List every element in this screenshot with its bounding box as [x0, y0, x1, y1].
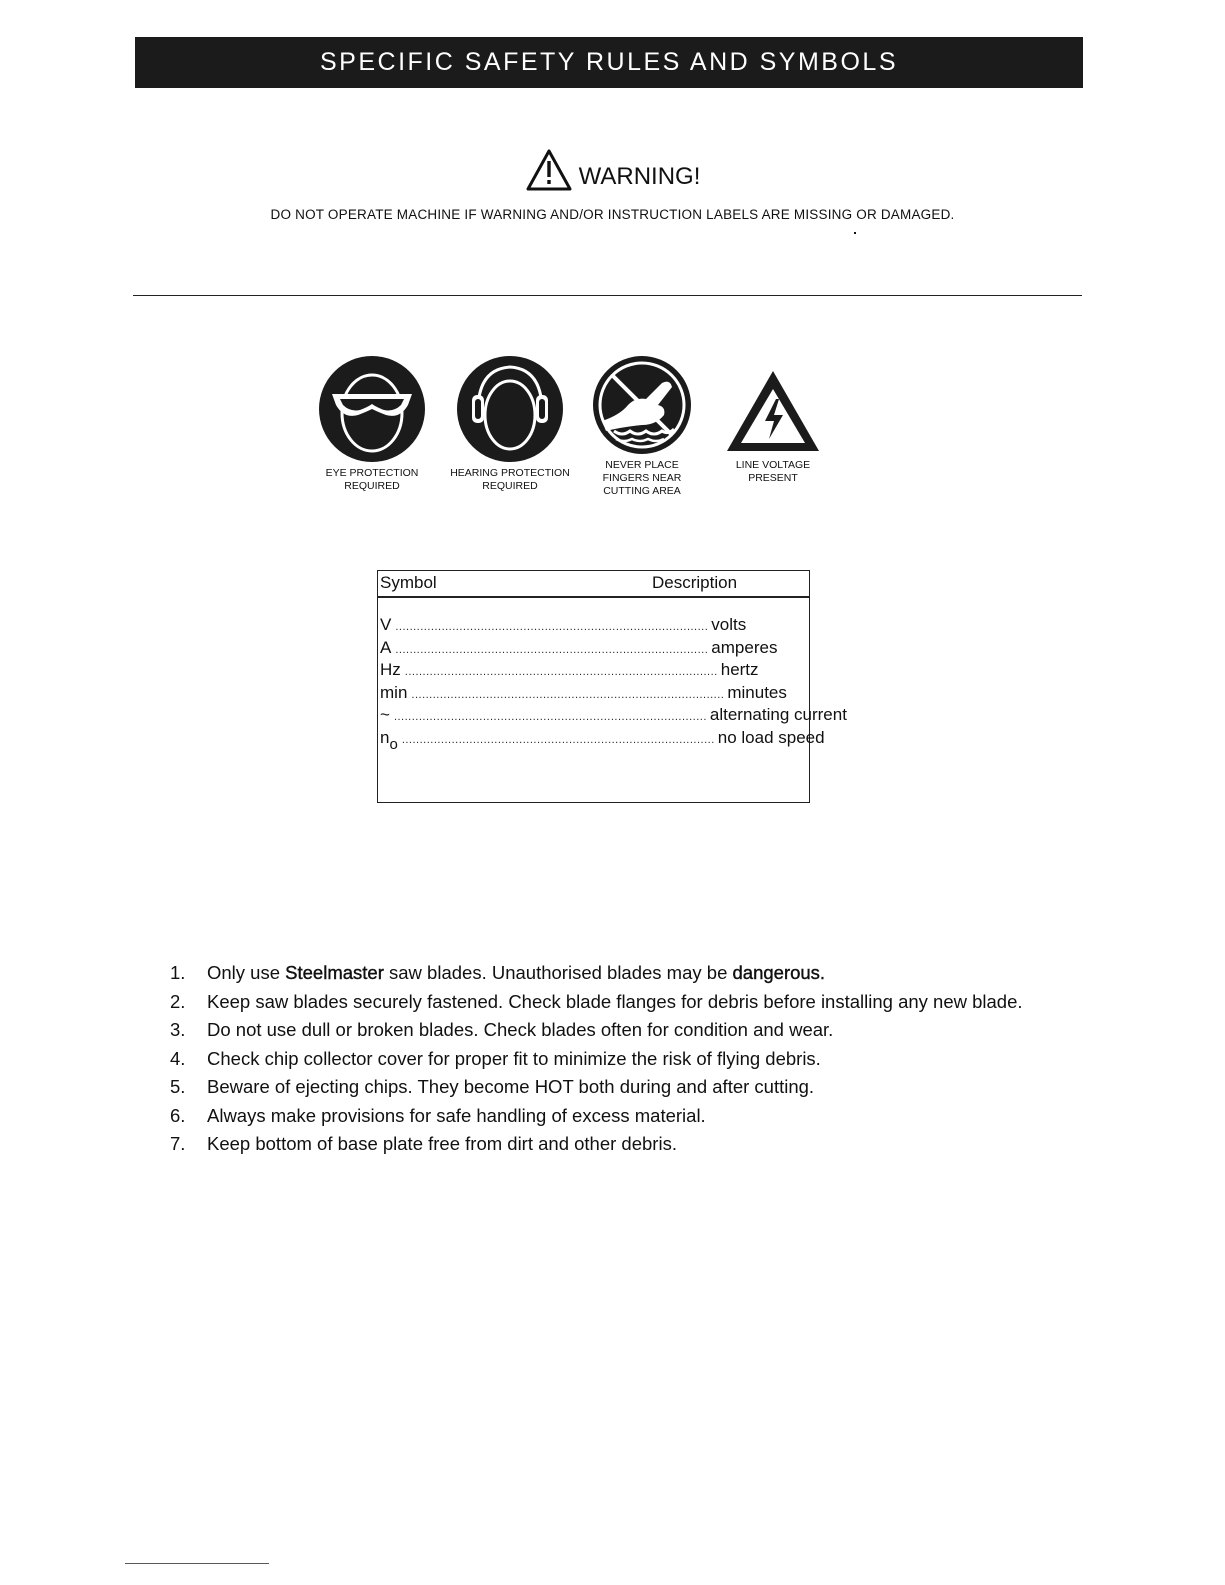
rule-number: 3. — [170, 1019, 186, 1040]
column-header-symbol: Symbol — [380, 573, 437, 592]
row-symbol-base: n — [380, 727, 390, 747]
rule-item — [170, 1133, 1210, 1162]
warning-message: DO NOT OPERATE MACHINE IF WARNING AND/OR INSTRUCTION LABELS ARE MISSING OR DAMAGED. — [270, 207, 955, 222]
rule-number: 7. — [170, 1133, 186, 1154]
footer-link-line — [125, 1563, 269, 1564]
safety-rules-list — [170, 962, 1210, 1162]
page-title-bar — [135, 37, 1083, 88]
rule-item — [170, 962, 1210, 991]
row-symbol: A — [380, 637, 392, 657]
rule-item — [170, 1105, 1210, 1134]
row-symbol: ~ — [380, 705, 390, 725]
rule-number: 4. — [170, 1047, 186, 1069]
leader-dots: ........................................................................................ — [395, 643, 709, 656]
safety-symbols — [310, 355, 845, 515]
rule-item — [170, 991, 1210, 1020]
eye-protection-icon — [318, 355, 426, 463]
symbol-caption: LINE VOLTAGE PRESENT — [735, 459, 811, 484]
stray-mark — [854, 232, 856, 234]
rule-text: Do not use dull or broken blades. Check blades often for condition and wear. — [207, 1019, 834, 1040]
hearing-protection-icon — [456, 355, 564, 463]
rule-text: Keep saw blades securely fastened. Check blade flanges for debris before installing any new blade. — [207, 990, 1023, 1012]
symbol-caption: HEARING PROTECTION REQUIRED — [450, 467, 570, 492]
table-row — [378, 727, 825, 753]
warning-triangle-icon — [525, 148, 573, 192]
row-description: no load speed — [717, 727, 825, 747]
no-fingers-near-blade-icon — [592, 355, 692, 455]
table-body — [378, 598, 847, 753]
rule-text: Always make provisions for safe handling of excess material. — [207, 1104, 706, 1126]
rule-text: Keep bottom of base plate free from dirt and other debris. — [207, 1133, 677, 1154]
rule-number: 1. — [170, 962, 186, 983]
rule-text-part: saw blades. Unauthorised blades may be — [383, 962, 733, 983]
section-divider — [133, 295, 1082, 296]
symbol-caption: NEVER PLACE FINGERS NEAR CUTTING AREA — [602, 459, 682, 497]
row-description: volts — [711, 615, 747, 634]
leader-dots: ........................................................................................ — [401, 733, 715, 746]
row-symbol: Hz — [380, 660, 401, 680]
symbol-caption: EYE PROTECTION REQUIRED — [325, 467, 419, 492]
symbol-hearing-protection — [440, 355, 580, 493]
rule-number: 2. — [170, 990, 186, 1012]
row-description: amperes — [711, 637, 778, 657]
symbol-no-fingers — [572, 355, 712, 498]
rule-item — [170, 1048, 1210, 1077]
symbol-description-table — [377, 570, 847, 803]
table-row — [378, 637, 809, 660]
rule-item — [170, 1076, 1210, 1105]
table-row — [378, 704, 847, 727]
row-symbol: min — [380, 682, 408, 702]
brand-name: Steelmaster — [285, 962, 384, 983]
rule-item — [170, 1019, 1210, 1048]
symbol-line-voltage — [703, 355, 843, 485]
rule-text-part: Only use — [207, 962, 286, 983]
line-voltage-icon — [721, 355, 825, 455]
row-symbol-subscript: o — [389, 735, 398, 753]
leader-dots: ........................................................................................ — [404, 666, 718, 679]
rule-text: Beware of ejecting chips. They become HOT both during and after cutting. — [207, 1076, 815, 1097]
leader-dots: ........................................................................................ — [411, 688, 725, 701]
column-header-description: Description — [652, 573, 738, 592]
warning-title: WARNING! — [578, 163, 701, 190]
table-row — [378, 659, 809, 682]
warning-heading — [0, 148, 1225, 192]
rule-text: Check chip collector cover for proper fit to minimize the risk of flying debris. — [207, 1047, 821, 1069]
table-row — [378, 614, 809, 637]
row-description: minutes — [727, 682, 787, 702]
rule-text — [207, 962, 825, 991]
symbol-eye-protection — [302, 355, 442, 493]
table-row — [378, 682, 809, 705]
rule-number: 6. — [170, 1104, 186, 1126]
row-description: hertz — [720, 660, 759, 680]
leader-dots: ........................................................................................ — [395, 621, 709, 633]
page-title: SPECIFIC SAFETY RULES AND SYMBOLS — [319, 48, 898, 76]
row-description: alternating current — [709, 705, 847, 725]
leader-dots: ........................................................................................ — [393, 711, 707, 724]
table-header — [378, 571, 809, 598]
row-symbol — [380, 727, 398, 756]
emphasis-text: dangerous. — [732, 962, 826, 983]
row-symbol: V — [380, 615, 392, 634]
rule-number: 5. — [170, 1076, 186, 1097]
